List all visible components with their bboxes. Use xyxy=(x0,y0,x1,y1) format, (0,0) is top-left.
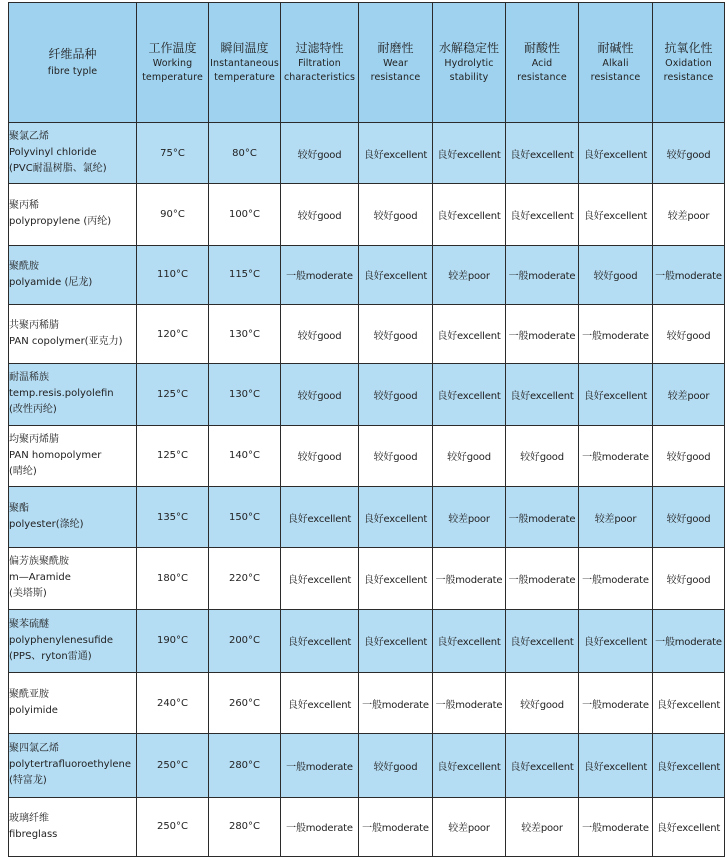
filtration-cell: 良好excellent xyxy=(281,548,359,609)
fibre-name-line: 聚酯 xyxy=(9,503,29,515)
hydrolytic-stability-cell: 良好excellent xyxy=(433,609,506,672)
wear-resistance-cell: 一般moderate xyxy=(359,797,433,856)
header-en-label: Hydrolytic xyxy=(444,58,494,69)
acid-resistance-cell: 一般moderate xyxy=(506,548,579,609)
wear-resistance-cell: 良好excellent xyxy=(359,245,433,304)
alkali-resistance-cell: 一般moderate xyxy=(579,672,653,733)
alkali-resistance-cell: 良好excellent xyxy=(579,123,653,184)
oxidation-resistance-cell: 良好excellent xyxy=(653,672,725,733)
alkali-resistance-cell: 一般moderate xyxy=(579,548,653,609)
fibre-name-line: 聚四氯乙烯 xyxy=(9,743,59,755)
wear-resistance-cell: 较好good xyxy=(359,364,433,425)
filtration-cell: 一般moderate xyxy=(281,734,359,797)
header-zh-label: 耐酸性 xyxy=(523,41,560,55)
alkali-resistance-cell: 一般moderate xyxy=(579,304,653,363)
working-temperature-cell: 110°C xyxy=(137,245,209,304)
working-temperature-cell: 125°C xyxy=(137,364,209,425)
hydrolytic-stability-cell: 良好excellent xyxy=(433,304,506,363)
header-en-label: Wear xyxy=(383,58,408,69)
hydrolytic-stability-cell: 较差poor xyxy=(433,245,506,304)
table-row xyxy=(9,364,725,425)
wear-resistance-cell: 较好good xyxy=(359,304,433,363)
table-row xyxy=(9,797,725,856)
fibre-name-line: (PPS、ryton雷通) xyxy=(9,650,92,662)
wear-resistance-cell: 较好good xyxy=(359,184,433,245)
header-en-label: stability xyxy=(449,72,489,83)
header-zh-label: 抗氧化性 xyxy=(664,41,713,55)
wear-resistance-cell: 较好good xyxy=(359,425,433,486)
header-en-label: Filtration xyxy=(298,58,341,69)
table-row xyxy=(9,486,725,547)
fibre-name-cell xyxy=(9,425,137,486)
fibre-name-line: 偏芳族聚酰胺 xyxy=(9,556,69,568)
filtration-cell: 一般moderate xyxy=(281,245,359,304)
hydrolytic-stability-cell: 良好excellent xyxy=(433,123,506,184)
hydrolytic-stability-cell: 较好good xyxy=(433,425,506,486)
acid-resistance-cell: 一般moderate xyxy=(506,304,579,363)
header-en-label: resistance xyxy=(370,72,421,83)
oxidation-resistance-cell: 一般moderate xyxy=(653,245,725,304)
oxidation-resistance-cell: 较差poor xyxy=(653,184,725,245)
table-row xyxy=(9,123,725,184)
filtration-cell: 良好excellent xyxy=(281,672,359,733)
instantaneous-temperature-cell: 280°C xyxy=(209,797,281,856)
fibre-name-line: (PVC耐温树脂、氯纶) xyxy=(9,163,107,175)
header-zh-label: 纤维品种 xyxy=(48,47,97,61)
header-zh-label: 工作温度 xyxy=(148,41,197,55)
filtration-cell: 较好good xyxy=(281,425,359,486)
wear-resistance-cell: 良好excellent xyxy=(359,486,433,547)
filtration-cell: 较好good xyxy=(281,184,359,245)
fibre-name-line: polypropylene (丙纶) xyxy=(9,216,112,228)
instantaneous-temperature-cell: 260°C xyxy=(209,672,281,733)
header-cell-oxidation-resistance xyxy=(653,3,725,123)
acid-resistance-cell: 较好good xyxy=(506,425,579,486)
working-temperature-cell: 250°C xyxy=(137,734,209,797)
hydrolytic-stability-cell: 较差poor xyxy=(433,486,506,547)
table-row xyxy=(9,304,725,363)
fibre-name-line: (晴纶) xyxy=(9,465,37,477)
wear-resistance-cell: 良好excellent xyxy=(359,123,433,184)
table-row xyxy=(9,734,725,797)
alkali-resistance-cell: 良好excellent xyxy=(579,364,653,425)
hydrolytic-stability-cell: 良好excellent xyxy=(433,364,506,425)
acid-resistance-cell: 较差poor xyxy=(506,797,579,856)
header-en-label: Oxidation xyxy=(665,58,712,69)
header-cell-filtration xyxy=(281,3,359,123)
oxidation-resistance-cell: 较好good xyxy=(653,486,725,547)
table-row xyxy=(9,425,725,486)
alkali-resistance-cell: 较差poor xyxy=(579,486,653,547)
table-row xyxy=(9,548,725,609)
fibre-name-line: polytertrafluoroethylene xyxy=(9,759,132,771)
hydrolytic-stability-cell: 较差poor xyxy=(433,797,506,856)
acid-resistance-cell: 良好excellent xyxy=(506,734,579,797)
oxidation-resistance-cell: 较好good xyxy=(653,548,725,609)
fibre-name-line: (美塔斯) xyxy=(9,588,47,600)
alkali-resistance-cell: 一般moderate xyxy=(579,425,653,486)
instantaneous-temperature-cell: 130°C xyxy=(209,304,281,363)
working-temperature-cell: 250°C xyxy=(137,797,209,856)
header-en-label: resistance xyxy=(590,72,641,83)
oxidation-resistance-cell: 一般moderate xyxy=(653,609,725,672)
working-temperature-cell: 240°C xyxy=(137,672,209,733)
table-row xyxy=(9,609,725,672)
header-cell-acid-resistance xyxy=(506,3,579,123)
hydrolytic-stability-cell: 良好excellent xyxy=(433,734,506,797)
fibre-name-line: 共聚丙稀腈 xyxy=(9,320,59,332)
header-zh-label: 过滤特性 xyxy=(295,41,344,55)
instantaneous-temperature-cell: 140°C xyxy=(209,425,281,486)
working-temperature-cell: 180°C xyxy=(137,548,209,609)
fibre-name-cell xyxy=(9,609,137,672)
header-en-label: characteristics xyxy=(283,72,356,83)
fibre-name-line: 聚酰胺 xyxy=(9,260,39,272)
header-en-label: Instantaneous xyxy=(210,58,279,69)
fibre-name-line: PAN homopolymer xyxy=(9,449,102,461)
table-body xyxy=(9,123,725,857)
working-temperature-cell: 125°C xyxy=(137,425,209,486)
fibre-name-line: 聚氯乙烯 xyxy=(9,131,49,143)
fibre-name-cell xyxy=(9,304,137,363)
fibre-name-line: 聚丙稀 xyxy=(9,200,39,212)
instantaneous-temperature-cell: 130°C xyxy=(209,364,281,425)
fibre-name-line: temp.resis.polyolefin xyxy=(9,388,114,400)
instantaneous-temperature-cell: 150°C xyxy=(209,486,281,547)
wear-resistance-cell: 良好excellent xyxy=(359,609,433,672)
fibre-name-cell xyxy=(9,486,137,547)
fibre-name-line: polyphenylenesufide xyxy=(9,634,114,646)
oxidation-resistance-cell: 良好excellent xyxy=(653,734,725,797)
working-temperature-cell: 135°C xyxy=(137,486,209,547)
fibre-name-cell xyxy=(9,797,137,856)
alkali-resistance-cell: 良好excellent xyxy=(579,184,653,245)
acid-resistance-cell: 良好excellent xyxy=(506,123,579,184)
fibre-name-line: polyimide xyxy=(9,705,58,717)
fibre-name-cell xyxy=(9,184,137,245)
filtration-cell: 较好good xyxy=(281,364,359,425)
working-temperature-cell: 75°C xyxy=(137,123,209,184)
wear-resistance-cell: 良好excellent xyxy=(359,548,433,609)
acid-resistance-cell: 一般moderate xyxy=(506,245,579,304)
filtration-cell: 良好excellent xyxy=(281,486,359,547)
header-en-label: temperature xyxy=(214,72,275,83)
instantaneous-temperature-cell: 115°C xyxy=(209,245,281,304)
instantaneous-temperature-cell: 100°C xyxy=(209,184,281,245)
filtration-cell: 较好good xyxy=(281,304,359,363)
fibre-name-line: fibreglass xyxy=(9,828,58,840)
fibre-name-line: PAN copolymer(亚克力) xyxy=(9,336,123,348)
oxidation-resistance-cell: 较好good xyxy=(653,304,725,363)
acid-resistance-cell: 良好excellent xyxy=(506,609,579,672)
fibre-properties-table xyxy=(8,2,725,857)
oxidation-resistance-cell: 较好good xyxy=(653,123,725,184)
oxidation-resistance-cell: 较差poor xyxy=(653,364,725,425)
hydrolytic-stability-cell: 良好excellent xyxy=(433,184,506,245)
header-cell-hydrolytic-stability xyxy=(433,3,506,123)
fibre-name-line: 耐温稀族 xyxy=(9,372,49,384)
fibre-name-cell xyxy=(9,364,137,425)
fibre-name-cell xyxy=(9,734,137,797)
instantaneous-temperature-cell: 200°C xyxy=(209,609,281,672)
fibre-name-cell xyxy=(9,123,137,184)
header-en-label: Working xyxy=(152,58,193,69)
fibre-name-cell xyxy=(9,245,137,304)
header-en-label: resistance xyxy=(663,72,714,83)
fibre-name-line: m—Aramide xyxy=(9,572,71,584)
fibre-name-line: 聚酰亚胺 xyxy=(9,689,49,701)
instantaneous-temperature-cell: 220°C xyxy=(209,548,281,609)
alkali-resistance-cell: 较好good xyxy=(579,245,653,304)
header-en-label: Acid xyxy=(531,58,553,69)
instantaneous-temperature-cell: 280°C xyxy=(209,734,281,797)
filtration-cell: 良好excellent xyxy=(281,609,359,672)
hydrolytic-stability-cell: 一般moderate xyxy=(433,672,506,733)
header-cell-alkali-resistance xyxy=(579,3,653,123)
header-en-label: Alkali xyxy=(602,58,629,69)
filtration-cell: 一般moderate xyxy=(281,797,359,856)
fibre-name-line: Polyvinyl chloride xyxy=(9,147,97,159)
header-en-label: resistance xyxy=(517,72,567,83)
filtration-cell: 较好good xyxy=(281,123,359,184)
fibre-name-line: 聚苯硫醚 xyxy=(9,618,49,630)
working-temperature-cell: 90°C xyxy=(137,184,209,245)
table-row xyxy=(9,672,725,733)
table-row xyxy=(9,245,725,304)
acid-resistance-cell: 一般moderate xyxy=(506,486,579,547)
fibre-name-line: 均聚丙烯腈 xyxy=(9,433,59,445)
fibre-name-cell xyxy=(9,548,137,609)
header-zh-label: 瞬间温度 xyxy=(220,41,269,55)
oxidation-resistance-cell: 良好excellent xyxy=(653,797,725,856)
header-zh-label: 耐磨性 xyxy=(377,41,414,55)
alkali-resistance-cell: 良好excellent xyxy=(579,734,653,797)
header-cell-fibre-type xyxy=(9,3,137,123)
working-temperature-cell: 120°C xyxy=(137,304,209,363)
header-zh-label: 耐碱性 xyxy=(597,41,634,55)
fibre-name-line: polyamide (尼龙) xyxy=(9,276,93,288)
alkali-resistance-cell: 一般moderate xyxy=(579,797,653,856)
table-row xyxy=(9,184,725,245)
fibre-name-line: (特富龙) xyxy=(9,775,47,787)
oxidation-resistance-cell: 较好good xyxy=(653,425,725,486)
acid-resistance-cell: 良好excellent xyxy=(506,184,579,245)
fibre-name-line: (改性丙纶) xyxy=(9,404,57,416)
fibre-name-cell xyxy=(9,672,137,733)
acid-resistance-cell: 较好good xyxy=(506,672,579,733)
wear-resistance-cell: 一般moderate xyxy=(359,672,433,733)
table-header-row xyxy=(9,3,725,123)
working-temperature-cell: 190°C xyxy=(137,609,209,672)
wear-resistance-cell: 较好good xyxy=(359,734,433,797)
header-cell-wear-resistance xyxy=(359,3,433,123)
alkali-resistance-cell: 良好excellent xyxy=(579,609,653,672)
header-cell-instantaneous-temperature xyxy=(209,3,281,123)
header-en-label: temperature xyxy=(142,72,203,83)
header-zh-label: 水解稳定性 xyxy=(438,41,499,55)
fibre-name-line: polyester(涤纶) xyxy=(9,519,84,531)
hydrolytic-stability-cell: 一般moderate xyxy=(433,548,506,609)
fibre-name-line: 玻璃纤维 xyxy=(9,812,49,824)
header-en-label: fibre typle xyxy=(47,66,98,77)
instantaneous-temperature-cell: 80°C xyxy=(209,123,281,184)
acid-resistance-cell: 良好excellent xyxy=(506,364,579,425)
header-cell-working-temperature xyxy=(137,3,209,123)
